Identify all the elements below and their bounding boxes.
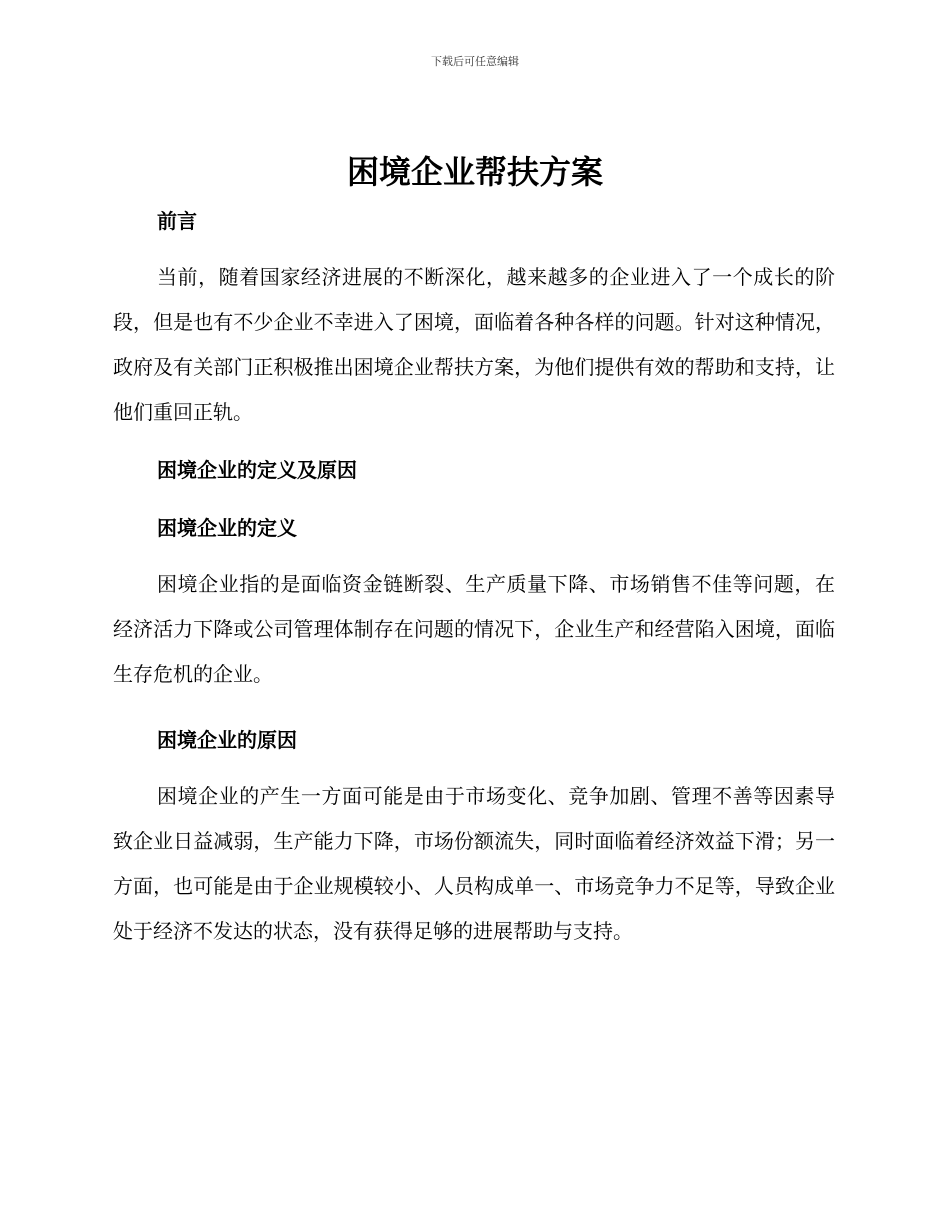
- definition-paragraph: 困境企业指的是面临资金链断裂、生产质量下降、市场销售不佳等问题，在经济活力下降或公司管理体制存在问题的情况下，企业生产和经营陷入困境，面临生存危机的企业。: [113, 572, 835, 686]
- preface-heading: 前言: [157, 209, 197, 233]
- cause-heading: 困境企业的原因: [157, 728, 297, 752]
- cause-paragraph: 困境企业的产生一方面可能是由于市场变化、竞争加剧、管理不善等因素导致企业日益减弱，生产能力下降，市场份额流失，同时面临着经济效益下滑；另一方面，也可能是由于企业规模较小、人员构成单一、市场竞争力不足等，导致企业处于经济不发达的状态，没有获得足够的进展帮助与支持。: [113, 784, 835, 943]
- page-header-note: 下载后可任意编辑: [431, 55, 519, 68]
- preface-paragraph: 当前，随着国家经济进展的不断深化，越来越多的企业进入了一个成长的阶段，但是也有不少企业不幸进入了困境，面临着各种各样的问题。针对这种情况，政府及有关部门正积极推出困境企业帮扶方案，为他们提供有效的帮助和支持，让他们重回正轨。: [113, 265, 835, 424]
- definition-heading: 困境企业的定义: [157, 516, 297, 540]
- definition-cause-heading: 困境企业的定义及原因: [157, 458, 357, 482]
- document-body: [113, 200, 835, 954]
- document-title: 困境企业帮扶方案: [346, 153, 603, 191]
